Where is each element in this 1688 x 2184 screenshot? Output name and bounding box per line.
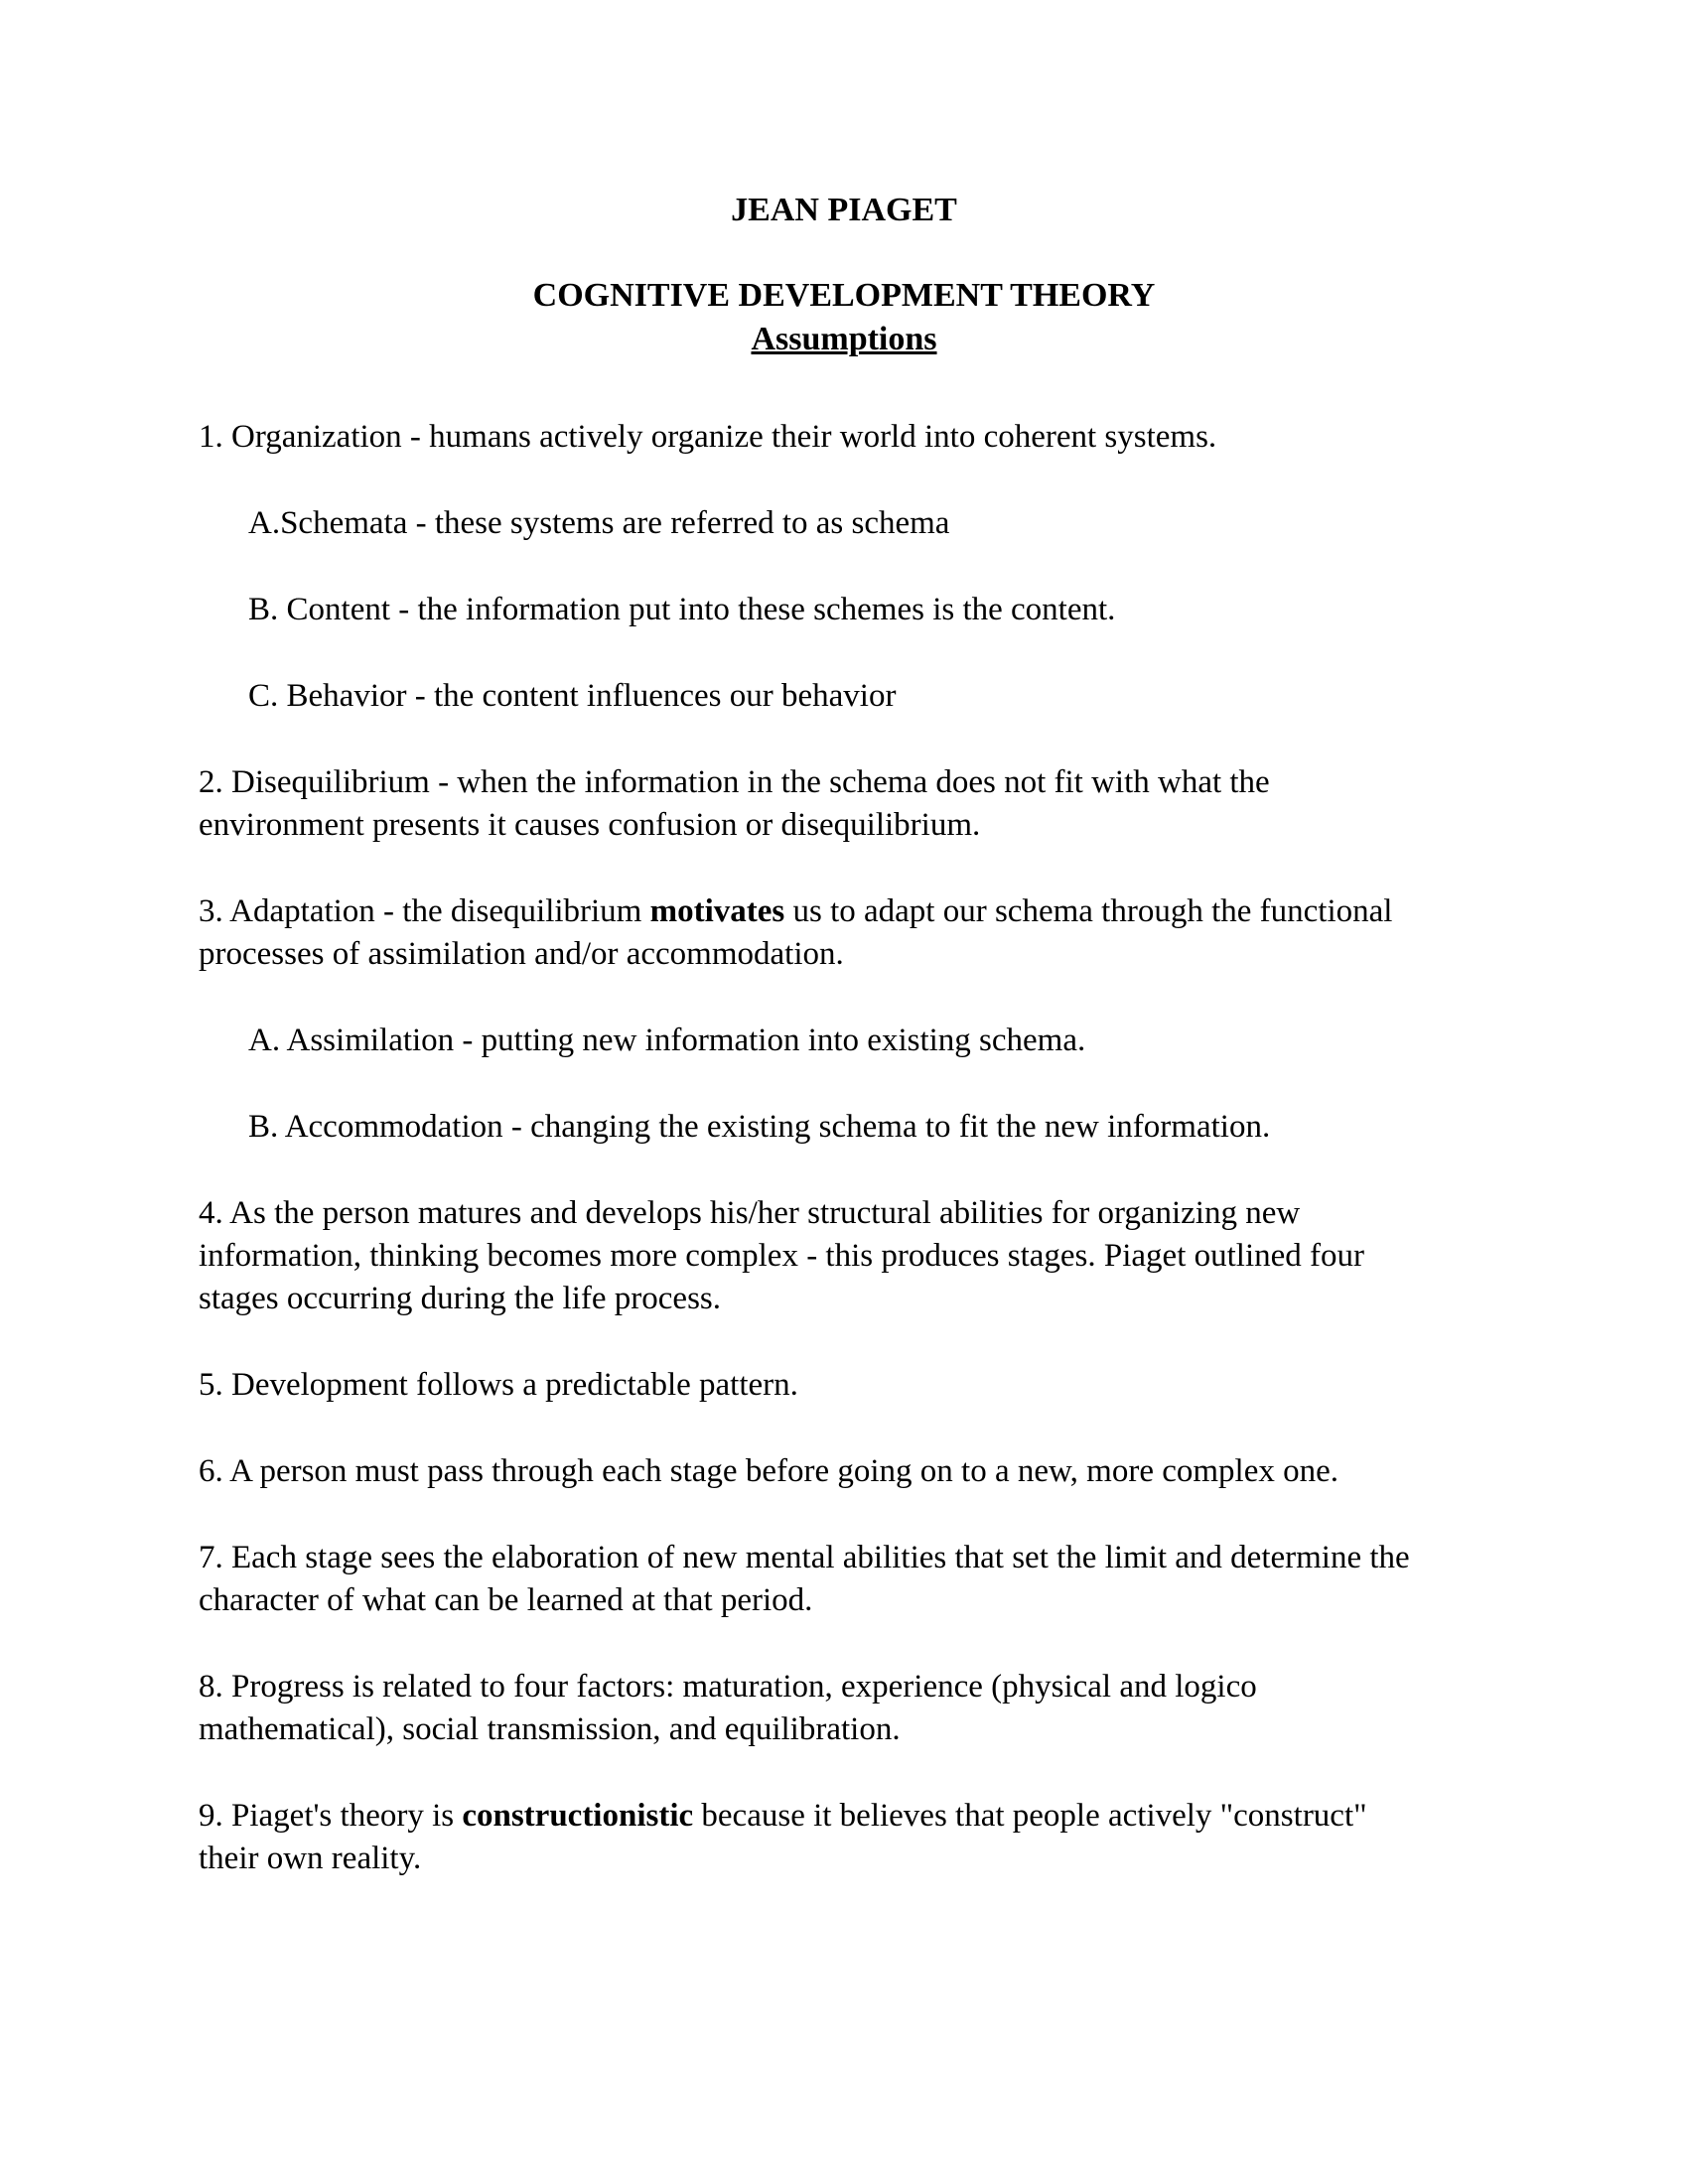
text-segment: us to adapt our schema through the functional processes of assimilation and/or accommodation. xyxy=(199,893,1393,972)
text-segment: 3. Adaptation - the disequilibrium xyxy=(199,893,650,929)
assumption-7: 7. Each stage sees the elaboration of new mental abilities that set the limit and determine the character of what can be learned at that period. xyxy=(199,1540,1410,1618)
assumption-1-sub-b: B. Content - the information put into these schemes is the content. xyxy=(248,592,1116,627)
assumption-1: 1. Organization - humans actively organize their world into coherent systems. xyxy=(199,419,1217,455)
document-title: JEAN PIAGET xyxy=(731,192,957,228)
assumption-5: 5. Development follows a predictable pattern. xyxy=(199,1367,798,1403)
assumption-3-sub-a: A. Assimilation - putting new information into existing schema. xyxy=(248,1023,1086,1058)
assumption-1-sub-c: C. Behavior - the content influences our behavior xyxy=(248,678,897,714)
assumption-3-sub-b: B. Accommodation - changing the existing schema to fit the new information. xyxy=(248,1109,1271,1145)
assumption-1-sub-a: A.Schemata - these systems are referred to as schema xyxy=(248,505,950,541)
assumption-8: 8. Progress is related to four factors: maturation, experience (physical and logico mathematical), social transmission, and equilibration. xyxy=(199,1669,1257,1747)
document-subtitle: COGNITIVE DEVELOPMENT THEORY xyxy=(532,277,1156,314)
bold-text-motivates: motivates xyxy=(649,893,785,929)
assumption-2: 2. Disequilibrium - when the information in the schema does not fit with what the environment presents it causes confusion or disequilibrium. xyxy=(199,764,1270,843)
text-segment: because it believes that people actively "construct" their own reality. xyxy=(199,1798,1367,1876)
assumption-3 xyxy=(199,890,1425,976)
bold-text-constructionistic: constructionistic xyxy=(462,1798,694,1834)
document-headings xyxy=(199,189,1489,361)
assumption-9 xyxy=(199,1795,1425,1880)
assumption-6: 6. A person must pass through each stage before going on to a new, more complex one. xyxy=(199,1453,1339,1489)
section-heading-assumptions: Assumptions xyxy=(751,321,937,357)
text-segment: 9. Piaget's theory is xyxy=(199,1798,463,1834)
assumption-4: 4. As the person matures and develops his/her structural abilities for organizing new information, thinking becomes more complex - this produces stages. Piaget outlined four stages occurring during the life process. xyxy=(199,1195,1364,1316)
